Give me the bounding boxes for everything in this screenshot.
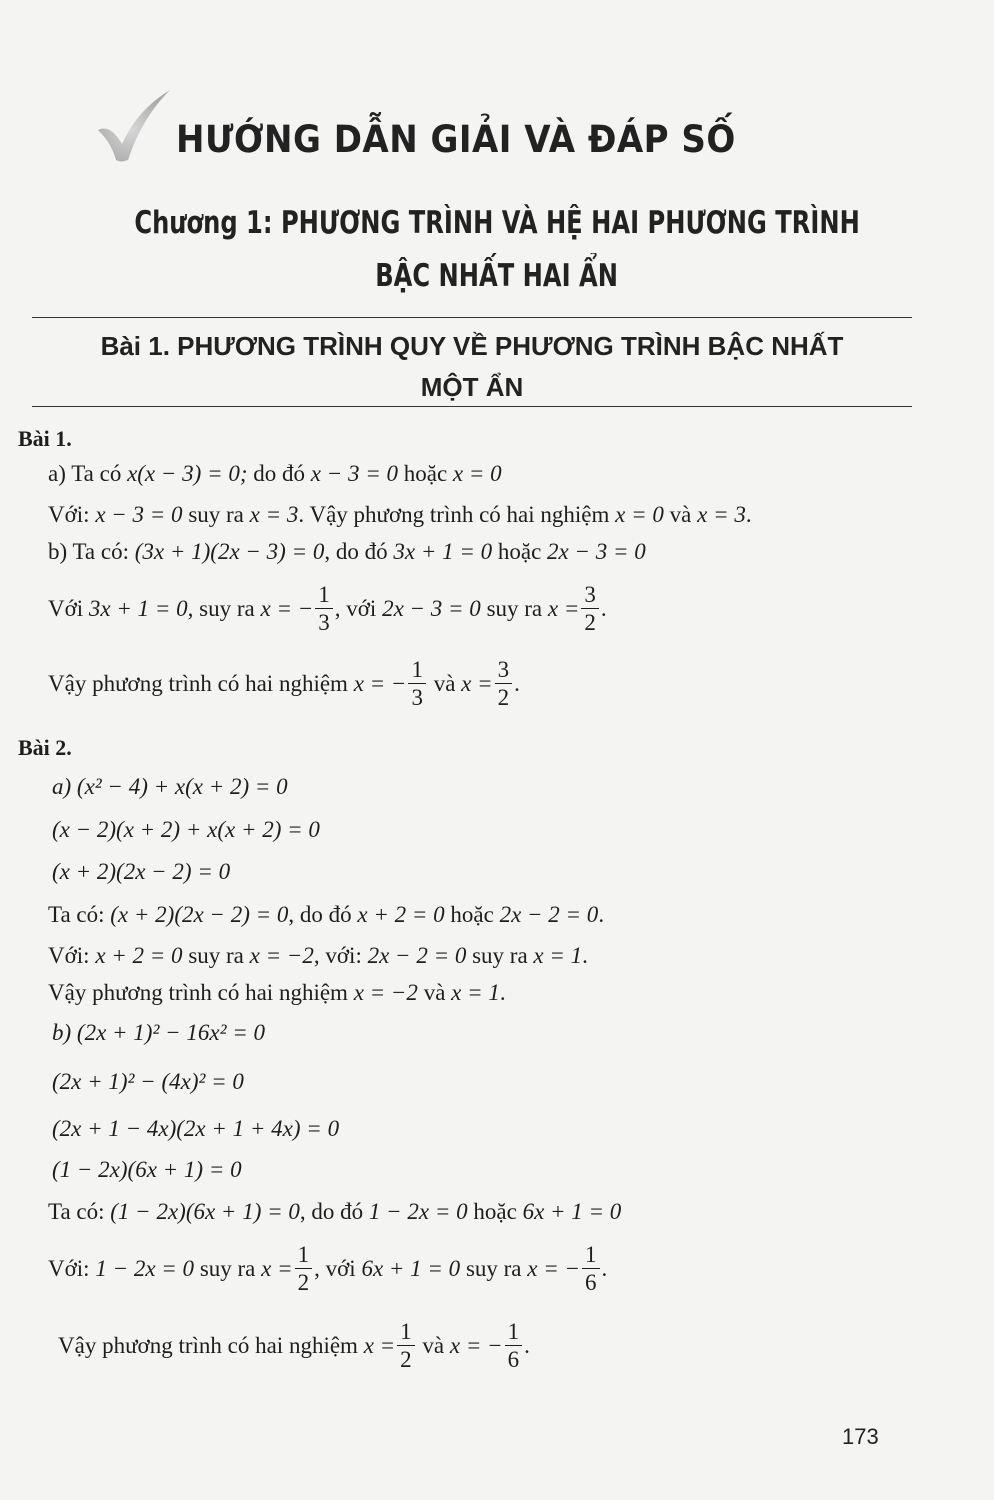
page-title: HƯỚNG DẪN GIẢI VÀ ĐÁP SỐ <box>176 118 736 161</box>
ex1-line-b3: Vậy phương trình có hai nghiệm x = − $\frac{1}{3}$ và x = $\frac{3}{2}$ . <box>48 657 520 710</box>
ex2-line-b3: (2x + 1 − 4x)(2x + 1 + 4x) = 0 <box>52 1116 340 1141</box>
exercise-1-heading: Bài 1. <box>18 426 72 451</box>
ex2-line-b6: Với: 1 − 2x = 0 suy ra x = $\frac{1}{2}$ , với 6x + 1 = 0 suy ra x = − $\frac{1}{6}$ . <box>48 1242 608 1295</box>
exercise-2-heading: Bài 2. <box>18 735 72 760</box>
page-number: 173 <box>842 1424 879 1449</box>
ex1-line-b1: b) Ta có: (3x + 1)(2x − 3) = 0, do đó 3x + 1 = 0 hoặc 2x − 3 = 0 <box>48 539 646 564</box>
lesson-title-line2: MỘT ẨN <box>420 372 524 402</box>
lesson-title-line1: Bài 1. PHƯƠNG TRÌNH QUY VỀ PHƯƠNG TRÌNH BẬC NHẤT <box>100 331 844 361</box>
fraction: $\frac{1}{2}$ <box>397 1320 415 1371</box>
fraction: $\frac{1}{3}$ <box>408 658 426 709</box>
ex2-line-a3: (x + 2)(2x − 2) = 0 <box>52 859 231 884</box>
divider-bottom <box>32 406 912 407</box>
divider-top <box>32 317 912 318</box>
ex2-line-b4: (1 − 2x)(6x + 1) = 0 <box>52 1157 242 1182</box>
ex2-line-a6: Vậy phương trình có hai nghiệm x = −2 và x = 1. <box>48 980 506 1005</box>
ex2-line-a5: Với: x + 2 = 0 suy ra x = −2, với: 2x − 2 = 0 suy ra x = 1. <box>48 943 588 968</box>
ex2-line-b5: Ta có: (1 − 2x)(6x + 1) = 0, do đó 1 − 2x = 0 hoặc 6x + 1 = 0 <box>48 1199 622 1224</box>
fraction: $\frac{1}{6}$ <box>582 1243 600 1294</box>
checkmark-icon <box>92 86 172 166</box>
ex2-line-a4: Ta có: (x + 2)(2x − 2) = 0, do đó x + 2 = 0 hoặc 2x − 2 = 0. <box>48 902 605 927</box>
ex2-line-a1: a) (x² − 4) + x(x + 2) = 0 <box>52 774 288 799</box>
fraction: $\frac{3}{2}$ <box>581 583 599 634</box>
ex2-line-b2: (2x + 1)² − (4x)² = 0 <box>52 1069 244 1094</box>
ex1-line-a1: a) Ta có x(x − 3) = 0; do đó x − 3 = 0 hoặc x = 0 <box>48 461 502 486</box>
fraction: $\frac{1}{2}$ <box>295 1243 313 1294</box>
fraction: $\frac{3}{2}$ <box>495 658 513 709</box>
ex2-line-b1: b) (2x + 1)² − 16x² = 0 <box>52 1020 265 1045</box>
chapter-title-line2: BẬC NHẤT HAI ẨN <box>375 258 619 294</box>
ex2-line-a2: (x − 2)(x + 2) + x(x + 2) = 0 <box>52 817 320 842</box>
chapter-title-line1: Chương 1: PHƯƠNG TRÌNH VÀ HỆ HAI PHƯƠNG TRÌNH <box>134 205 860 241</box>
ex2-line-b7: Vậy phương trình có hai nghiệm x = $\frac{1}{2}$ và x = − $\frac{1}{6}$ . <box>58 1319 530 1372</box>
fraction: $\frac{1}{6}$ <box>505 1320 523 1371</box>
ex1-line-b2: Với 3x + 1 = 0, suy ra x = − $\frac{1}{3}$ , với 2x − 3 = 0 suy ra x = $\frac{3}{2}$ . <box>48 582 607 635</box>
ex1-line-a2: Với: x − 3 = 0 suy ra x = 3. Vậy phương trình có hai nghiệm x = 0 và x = 3. <box>48 502 752 527</box>
fraction: $\frac{1}{3}$ <box>315 583 333 634</box>
